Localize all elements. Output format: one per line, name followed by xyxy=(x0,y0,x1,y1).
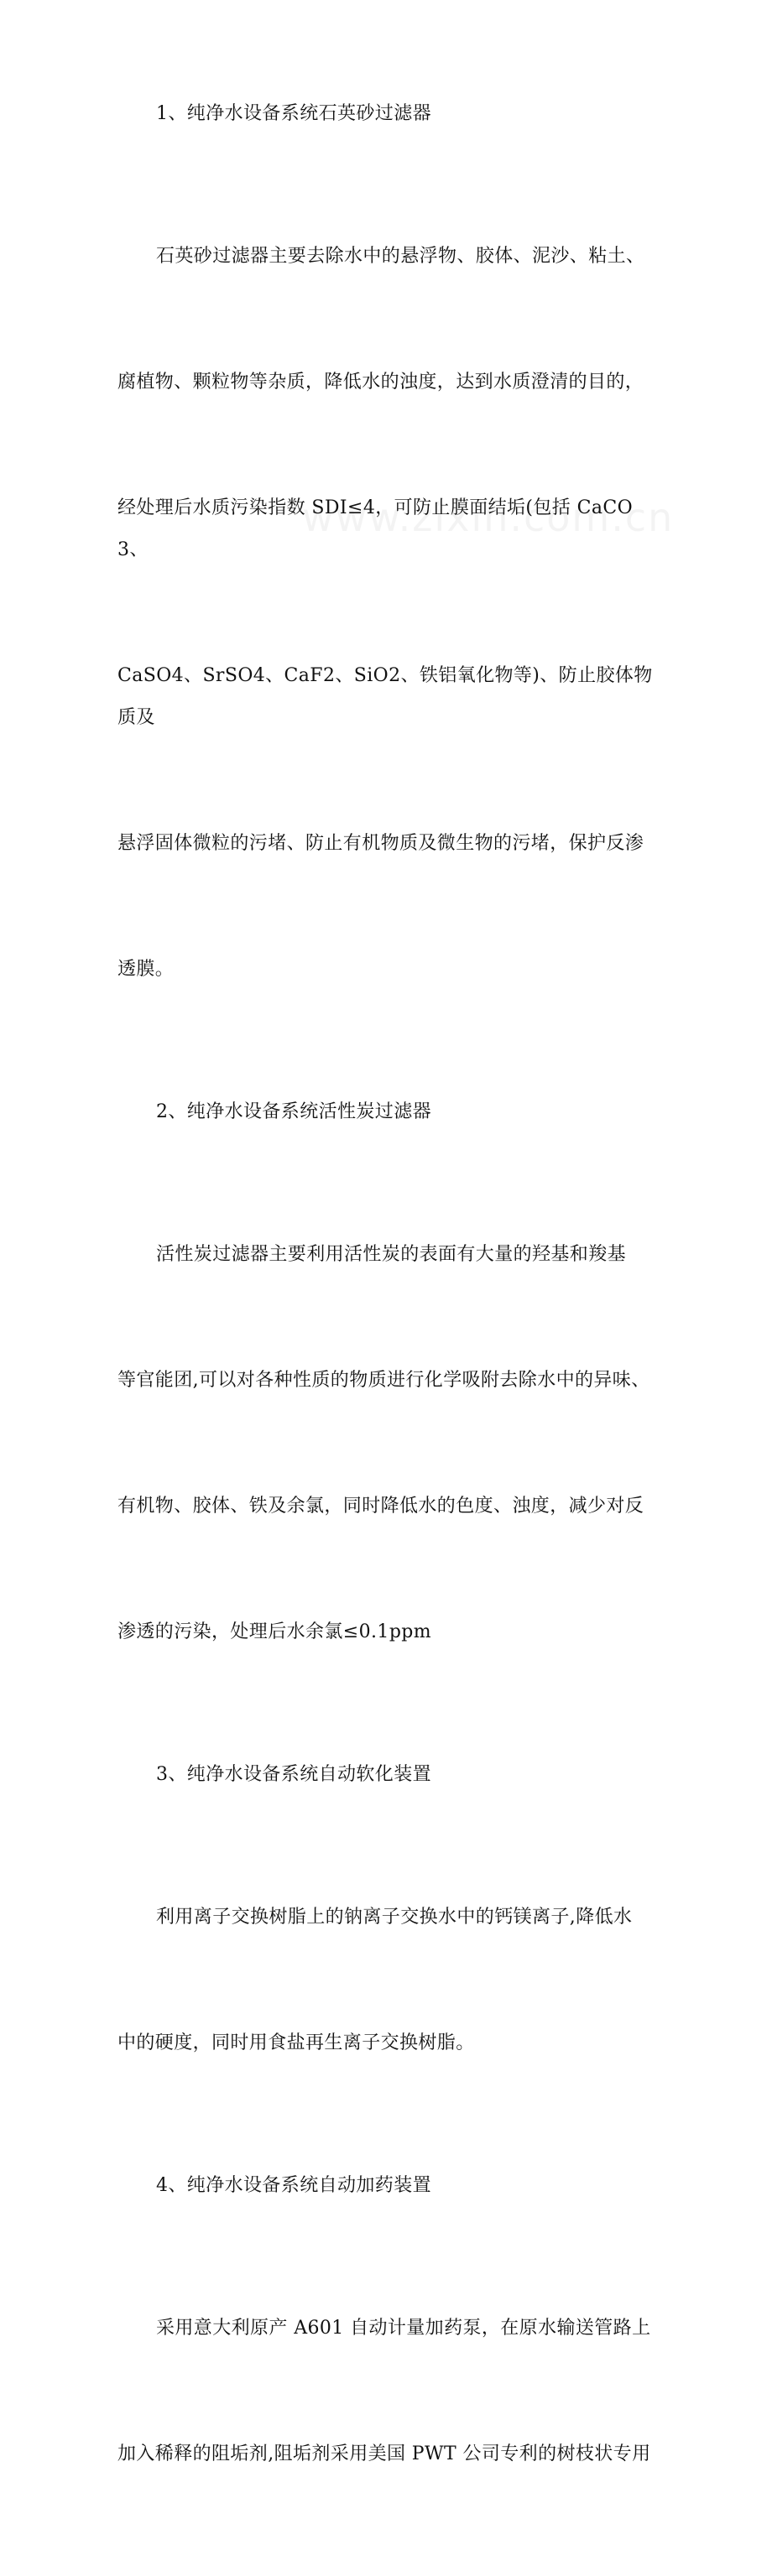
paragraph-line: 加入稀释的阻垢剂,阻垢剂采用美国 PWT 公司专利的树枝状专用 xyxy=(117,2443,651,2464)
paragraph-line: 腐植物、颗粒物等杂质，降低水的浊度，达到水质澄清的目的， xyxy=(117,372,644,393)
paragraph-line: 石英砂过滤器主要去除水中的悬浮物、胶体、泥沙、粘土、 xyxy=(156,246,645,267)
section-1-paragraph xyxy=(117,152,663,1075)
paragraph-line: CaSO4、SrSO4、CaF2、SiO2、铁铝氧化物等)、防止胶体物质及 xyxy=(117,665,653,728)
section-2-heading: 2、纯净水设备系统活性炭过滤器 xyxy=(156,1101,431,1122)
section-3-paragraph xyxy=(117,1813,663,2148)
section-2-paragraph xyxy=(117,1150,663,1737)
paragraph-line: 有机物、胶体、铁及余氯，同时降低水的色度、浊度，减少对反 xyxy=(117,1496,644,1517)
document-body xyxy=(117,93,663,2576)
section-1-heading: 1、纯净水设备系统石英砂过滤器 xyxy=(156,103,431,124)
paragraph-line: 透膜。 xyxy=(117,959,175,980)
paragraph-line: 中的硬度，同时用食盐再生离子交换树脂。 xyxy=(117,2032,475,2053)
section-3-heading: 3、纯净水设备系统自动软化装置 xyxy=(156,1764,431,1785)
paragraph-line: 采用意大利原产 A601 自动计量加药泵，在原水输送管路上 xyxy=(156,2318,651,2339)
paragraph-line: 渗透的污染，处理后水余氯≤0.1ppm xyxy=(117,1621,432,1642)
paragraph-line: 经处理后水质污染指数 SDI≤4，可防止膜面结垢(包括 CaCO3、 xyxy=(117,497,634,560)
paragraph-line: 活性炭过滤器主要利用活性炭的表面有大量的羟基和羧基 xyxy=(156,1244,627,1265)
paragraph-line: 等官能团,可以对各种性质的物质进行化学吸附去除水中的异味、 xyxy=(117,1370,650,1391)
section-4-heading: 4、纯净水设备系统自动加药装置 xyxy=(156,2175,431,2196)
paragraph-line: 悬浮固体微粒的污堵、防止有机物质及微生物的污堵，保护反渗 xyxy=(117,833,644,854)
paragraph-line: 利用离子交换树脂上的钠离子交换水中的钙镁离子,降低水 xyxy=(156,1907,633,1928)
section-4-paragraph xyxy=(117,2224,663,2559)
